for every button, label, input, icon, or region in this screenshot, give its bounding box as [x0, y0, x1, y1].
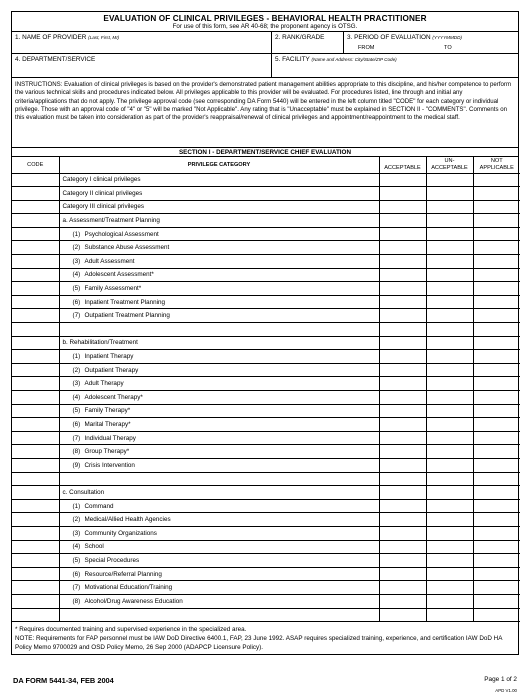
unacceptable-cell[interactable]	[426, 608, 473, 622]
facility-field[interactable]	[272, 54, 518, 77]
item-number: (4)	[72, 271, 81, 279]
privilege-label: b. Rehabilitation/Treatment	[62, 339, 138, 347]
privilege-category-cell	[59, 594, 379, 608]
privilege-category-cell	[59, 255, 379, 269]
table-row	[12, 173, 520, 187]
table-row	[12, 200, 520, 214]
not-applicable-cell[interactable]	[473, 363, 520, 377]
privilege-label: Group Therapy*	[84, 448, 130, 456]
unacceptable-cell[interactable]	[426, 350, 473, 364]
item-number: (4)	[72, 393, 81, 401]
unacceptable-cell[interactable]	[426, 581, 473, 595]
star-note: * Requires documented training and supervised experience in the specialized area.	[15, 626, 247, 634]
privilege-label: Category III clinical privileges	[62, 203, 145, 211]
acceptable-cell[interactable]	[379, 581, 426, 595]
to-label: TO	[444, 45, 452, 51]
privilege-category-cell	[59, 526, 379, 540]
unacceptable-cell[interactable]	[426, 404, 473, 418]
table-row	[12, 377, 520, 391]
item-number: (1)	[72, 353, 81, 361]
code-cell[interactable]	[12, 282, 59, 296]
acceptable-cell[interactable]	[379, 513, 426, 527]
privilege-label: Psychological Assessment	[84, 230, 159, 238]
evaluation-form	[11, 11, 519, 655]
privilege-category-cell	[59, 173, 379, 187]
code-cell[interactable]	[12, 540, 59, 554]
table-row	[12, 458, 520, 472]
acceptable-cell[interactable]	[379, 499, 426, 513]
table-row	[12, 404, 520, 418]
unacceptable-cell[interactable]	[426, 363, 473, 377]
acceptable-cell[interactable]	[379, 336, 426, 350]
code-cell[interactable]	[12, 377, 59, 391]
unacceptable-cell[interactable]	[426, 309, 473, 323]
table-row	[12, 350, 520, 364]
code-cell[interactable]	[12, 431, 59, 445]
acceptable-cell[interactable]	[379, 309, 426, 323]
table-row	[12, 513, 520, 527]
privilege-label: Inpatient Treatment Planning	[84, 298, 166, 306]
unacceptable-cell[interactable]	[426, 391, 473, 405]
table-row	[12, 594, 520, 608]
unacceptable-cell[interactable]	[426, 513, 473, 527]
privilege-label: c. Consultation	[62, 488, 105, 496]
unacceptable-header-line1: UN-	[444, 158, 455, 165]
table-row	[12, 445, 520, 459]
form-header	[12, 12, 518, 32]
privilege-category-cell	[59, 458, 379, 472]
not-applicable-cell[interactable]	[473, 268, 520, 282]
not-applicable-cell[interactable]	[473, 214, 520, 228]
item-number: (9)	[72, 461, 81, 469]
code-cell[interactable]	[12, 404, 59, 418]
not-applicable-cell[interactable]	[473, 431, 520, 445]
item-number: (6)	[72, 570, 81, 578]
privilege-label: Community Organizations	[84, 529, 157, 537]
privilege-category-cell	[59, 513, 379, 527]
unacceptable-cell[interactable]	[426, 594, 473, 608]
privilege-category-cell	[59, 268, 379, 282]
unacceptable-cell[interactable]	[426, 377, 473, 391]
code-cell[interactable]	[12, 200, 59, 214]
privilege-category-cell	[59, 540, 379, 554]
notes-section	[12, 622, 518, 654]
privilege-category-column-header: PRIVILEGE CATEGORY	[59, 157, 379, 173]
privilege-label: Substance Abuse Assessment	[84, 244, 170, 252]
unacceptable-cell[interactable]	[426, 227, 473, 241]
acceptable-cell[interactable]	[379, 173, 426, 187]
code-cell[interactable]	[12, 363, 59, 377]
not-applicable-cell[interactable]	[473, 554, 520, 568]
not-applicable-cell[interactable]	[473, 526, 520, 540]
form-number: DA FORM 5441-34, FEB 2004	[13, 676, 114, 685]
item-number: (6)	[72, 420, 81, 428]
code-cell[interactable]	[12, 391, 59, 405]
not-applicable-cell[interactable]	[473, 241, 520, 255]
privilege-label: Adolescent Assessment*	[84, 271, 154, 279]
privilege-category-cell	[59, 608, 379, 622]
code-cell[interactable]	[12, 445, 59, 459]
instructions-text: INSTRUCTIONS: Evaluation of clinical privileges is based on the provider's demonstrated patient management abilities appropriate to this discipline, and his/her competence to perform the various technical skills and procedures indicated below. All privileges applicable to this provider will be evaluated. For procedures listed, line through and initial any criteria/applications that do not apply. The privilege approval code (see corresponding DA Form 5440) will be entered in the left column titled "CODE" for each category or individual privilege. Those with an approval code of "4" or "5" will be marked "Not Applicable". Any rating that is "Unacceptable" must be explained in SECTION II - "COMMENTS". Comments on this evaluation must be taken into consideration as part of the provider's reappraisal/renewal of clinical privileges and appointment/reappointment to the medical staff.	[12, 78, 518, 148]
privilege-category-cell	[59, 227, 379, 241]
table-row	[12, 540, 520, 554]
acceptable-cell[interactable]	[379, 227, 426, 241]
unacceptable-cell[interactable]	[426, 323, 473, 337]
not-applicable-cell[interactable]	[473, 227, 520, 241]
acceptable-cell[interactable]	[379, 363, 426, 377]
acceptable-cell[interactable]	[379, 255, 426, 269]
not-applicable-cell[interactable]	[473, 309, 520, 323]
code-cell[interactable]	[12, 241, 59, 255]
code-cell[interactable]	[12, 581, 59, 595]
unacceptable-cell[interactable]	[426, 445, 473, 459]
privilege-label: Command	[84, 502, 114, 510]
code-cell[interactable]	[12, 526, 59, 540]
acceptable-cell[interactable]	[379, 187, 426, 201]
acceptable-cell[interactable]	[379, 350, 426, 364]
not-applicable-cell[interactable]	[473, 282, 520, 296]
table-row	[12, 608, 520, 622]
facility-hint: (Name and Address: City/State/ZIP Code)	[311, 57, 397, 62]
privilege-label: Special Procedures	[84, 556, 140, 564]
item-number: (5)	[72, 407, 81, 415]
privilege-category-cell	[59, 363, 379, 377]
privilege-label: Resource/Referral Planning	[84, 570, 162, 578]
privilege-category-cell	[59, 391, 379, 405]
not-applicable-cell[interactable]	[473, 581, 520, 595]
provider-name-field[interactable]	[12, 32, 272, 53]
code-cell[interactable]	[12, 295, 59, 309]
acceptable-cell[interactable]	[379, 214, 426, 228]
unacceptable-column-header	[426, 157, 473, 173]
unacceptable-cell[interactable]	[426, 282, 473, 296]
requirements-note: NOTE: Requirements for FAP personnel must be IAW DoD Directive 6400.1, FAP, 23 June 1992. ASAP requires specialized training, experience, and certification IAW DoD HA Policy Memo 9700029 and OSD Policy Memo, 26 Sep 2000 (ADAPCP Licensure Policy).	[15, 635, 503, 652]
not-applicable-cell[interactable]	[473, 445, 520, 459]
privilege-category-cell	[59, 581, 379, 595]
section-title: SECTION I - DEPARTMENT/SERVICE CHIEF EVALUATION	[12, 148, 518, 157]
department-label: 4. DEPARTMENT/SERVICE	[15, 56, 96, 63]
privilege-category-cell	[59, 323, 379, 337]
not-applicable-cell[interactable]	[473, 513, 520, 527]
acceptable-cell[interactable]	[379, 472, 426, 486]
privilege-category-cell	[59, 567, 379, 581]
privilege-category-cell	[59, 445, 379, 459]
not-applicable-cell[interactable]	[473, 336, 520, 350]
unacceptable-cell[interactable]	[426, 173, 473, 187]
code-cell[interactable]	[12, 458, 59, 472]
code-column-header: CODE	[12, 157, 59, 173]
privilege-category-cell	[59, 499, 379, 513]
code-cell[interactable]	[12, 608, 59, 622]
code-cell[interactable]	[12, 513, 59, 527]
privilege-category-cell	[59, 309, 379, 323]
acceptable-cell[interactable]	[379, 377, 426, 391]
privilege-category-cell	[59, 214, 379, 228]
code-cell[interactable]	[12, 567, 59, 581]
acceptable-cell[interactable]	[379, 540, 426, 554]
period-hint: (YYYYMMDD)	[432, 35, 462, 40]
privilege-label: a. Assessment/Treatment Planning	[62, 217, 160, 225]
rank-grade-label: 2. RANK/GRADE	[275, 34, 325, 41]
privilege-label: Adult Assessment	[84, 257, 135, 265]
not-applicable-cell[interactable]	[473, 377, 520, 391]
privilege-label: Inpatient Therapy	[84, 353, 134, 361]
acceptable-cell[interactable]	[379, 445, 426, 459]
not-applicable-cell[interactable]	[473, 608, 520, 622]
period-label: 3. PERIOD OF EVALUATION	[347, 34, 431, 41]
unacceptable-cell[interactable]	[426, 499, 473, 513]
table-row	[12, 309, 520, 323]
privilege-label: Marital Therapy*	[84, 420, 131, 428]
code-cell[interactable]	[12, 187, 59, 201]
unacceptable-cell[interactable]	[426, 458, 473, 472]
table-row	[12, 567, 520, 581]
table-row	[12, 255, 520, 269]
acceptable-cell[interactable]	[379, 241, 426, 255]
privilege-category-cell	[59, 187, 379, 201]
table-row	[12, 336, 520, 350]
not-applicable-cell[interactable]	[473, 499, 520, 513]
not-applicable-cell[interactable]	[473, 418, 520, 432]
not-applicable-cell[interactable]	[473, 458, 520, 472]
item-number: (6)	[72, 298, 81, 306]
facility-label: 5. FACILITY	[275, 56, 310, 63]
privilege-category-cell	[59, 350, 379, 364]
item-number: (2)	[72, 516, 81, 524]
provider-name-hint: (Last, First, MI)	[88, 35, 120, 40]
not-applicable-cell[interactable]	[473, 472, 520, 486]
privilege-label: School	[84, 543, 104, 551]
unacceptable-cell[interactable]	[426, 540, 473, 554]
acceptable-cell[interactable]	[379, 458, 426, 472]
item-number: (2)	[72, 366, 81, 374]
privilege-label: Outpatient Treatment Planning	[84, 312, 170, 320]
not-applicable-cell[interactable]	[473, 567, 520, 581]
acceptable-cell[interactable]	[379, 282, 426, 296]
privilege-label: Family Therapy*	[84, 407, 131, 415]
privilege-label: Outpatient Therapy	[84, 366, 139, 374]
unacceptable-cell[interactable]	[426, 431, 473, 445]
privilege-label: Alcohol/Drug Awareness Education	[84, 597, 183, 605]
privilege-label: Crisis Intervention	[84, 461, 135, 469]
rank-grade-field[interactable]	[272, 32, 344, 53]
code-cell[interactable]	[12, 486, 59, 500]
table-row	[12, 391, 520, 405]
privilege-category-cell	[59, 554, 379, 568]
table-header-row	[12, 157, 520, 173]
not-applicable-cell[interactable]	[473, 486, 520, 500]
provider-row	[12, 32, 518, 54]
code-cell[interactable]	[12, 594, 59, 608]
table-row	[12, 295, 520, 309]
privilege-label: Adult Therapy	[84, 380, 124, 388]
table-row	[12, 363, 520, 377]
acceptable-cell[interactable]	[379, 391, 426, 405]
privilege-label: Category I clinical privileges	[62, 176, 141, 184]
acceptable-cell[interactable]	[379, 200, 426, 214]
unacceptable-cell[interactable]	[426, 214, 473, 228]
acceptable-cell[interactable]	[379, 404, 426, 418]
item-number: (7)	[72, 312, 81, 320]
item-number: (4)	[72, 543, 81, 551]
acceptable-cell[interactable]	[379, 486, 426, 500]
not-applicable-cell[interactable]	[473, 173, 520, 187]
table-row	[12, 418, 520, 432]
acceptable-cell[interactable]	[379, 268, 426, 282]
not-applicable-cell[interactable]	[473, 187, 520, 201]
table-row	[12, 227, 520, 241]
item-number: (3)	[72, 529, 81, 537]
code-cell[interactable]	[12, 554, 59, 568]
not-applicable-cell[interactable]	[473, 255, 520, 269]
item-number: (7)	[72, 584, 81, 592]
item-number: (8)	[72, 448, 81, 456]
item-number: (3)	[72, 380, 81, 388]
not-applicable-cell[interactable]	[473, 391, 520, 405]
unacceptable-cell[interactable]	[426, 187, 473, 201]
unacceptable-cell[interactable]	[426, 554, 473, 568]
code-cell[interactable]	[12, 336, 59, 350]
acceptable-cell[interactable]	[379, 594, 426, 608]
privilege-label: Category II clinical privileges	[62, 189, 143, 197]
privilege-category-cell	[59, 241, 379, 255]
table-row	[12, 323, 520, 337]
provider-name-label: 1. NAME OF PROVIDER	[15, 34, 87, 41]
privilege-label: Motivational Education/Training	[84, 584, 173, 592]
code-cell[interactable]	[12, 214, 59, 228]
acceptable-cell[interactable]	[379, 554, 426, 568]
privilege-category-cell	[59, 486, 379, 500]
unacceptable-cell[interactable]	[426, 255, 473, 269]
item-number: (1)	[72, 230, 81, 238]
acceptable-cell[interactable]	[379, 323, 426, 337]
not-applicable-cell[interactable]	[473, 295, 520, 309]
table-row	[12, 268, 520, 282]
table-row	[12, 282, 520, 296]
unacceptable-cell[interactable]	[426, 268, 473, 282]
item-number: (3)	[72, 257, 81, 265]
table-row	[12, 472, 520, 486]
not-applicable-cell[interactable]	[473, 350, 520, 364]
privilege-category-cell	[59, 418, 379, 432]
unacceptable-cell[interactable]	[426, 241, 473, 255]
table-row	[12, 499, 520, 513]
privilege-category-cell	[59, 200, 379, 214]
not-applicable-column-header	[473, 157, 520, 173]
acceptable-cell[interactable]	[379, 418, 426, 432]
period-of-evaluation-field[interactable]	[344, 32, 518, 53]
code-cell[interactable]	[12, 323, 59, 337]
code-cell[interactable]	[12, 268, 59, 282]
code-cell[interactable]	[12, 499, 59, 513]
privilege-label: Family Assessment*	[84, 285, 142, 293]
code-cell[interactable]	[12, 309, 59, 323]
from-label: FROM	[358, 45, 375, 51]
unacceptable-cell[interactable]	[426, 336, 473, 350]
department-row	[12, 54, 518, 78]
table-row	[12, 431, 520, 445]
form-subtitle: For use of this form, see AR 40-68; the proponent agency is OTSG.	[172, 23, 358, 30]
form-title: EVALUATION OF CLINICAL PRIVILEGES - BEHAVIORAL HEALTH PRACTITIONER	[103, 14, 427, 23]
code-cell[interactable]	[12, 255, 59, 269]
privilege-category-cell	[59, 282, 379, 296]
item-number: (1)	[72, 502, 81, 510]
not-applicable-cell[interactable]	[473, 404, 520, 418]
item-number: (2)	[72, 244, 81, 252]
code-cell[interactable]	[12, 418, 59, 432]
table-row	[12, 187, 520, 201]
unacceptable-header-line2: ACCEPTABLE	[431, 164, 468, 171]
privilege-category-cell	[59, 336, 379, 350]
privilege-label: Medical/Allied Health Agencies	[84, 516, 171, 524]
privilege-category-cell	[59, 431, 379, 445]
department-field[interactable]	[12, 54, 272, 77]
code-cell[interactable]	[12, 350, 59, 364]
table-row	[12, 554, 520, 568]
privilege-label: Individual Therapy	[84, 434, 136, 442]
unacceptable-cell[interactable]	[426, 486, 473, 500]
version-label: APD V1.00	[495, 688, 517, 693]
unacceptable-cell[interactable]	[426, 295, 473, 309]
privilege-category-cell	[59, 295, 379, 309]
unacceptable-cell[interactable]	[426, 200, 473, 214]
acceptable-column-header: ACCEPTABLE	[379, 157, 426, 173]
not-applicable-header-line1: NOT	[490, 158, 503, 165]
not-applicable-header-line2: APPLICABLE	[479, 164, 514, 171]
acceptable-cell[interactable]	[379, 526, 426, 540]
item-number: (5)	[72, 285, 81, 293]
not-applicable-cell[interactable]	[473, 323, 520, 337]
not-applicable-cell[interactable]	[473, 594, 520, 608]
privilege-category-cell	[59, 377, 379, 391]
acceptable-cell[interactable]	[379, 608, 426, 622]
item-number: (5)	[72, 556, 81, 564]
acceptable-cell[interactable]	[379, 295, 426, 309]
acceptable-cell[interactable]	[379, 431, 426, 445]
table-row	[12, 486, 520, 500]
code-cell[interactable]	[12, 173, 59, 187]
unacceptable-cell[interactable]	[426, 418, 473, 432]
not-applicable-cell[interactable]	[473, 200, 520, 214]
code-cell[interactable]	[12, 227, 59, 241]
code-cell[interactable]	[12, 472, 59, 486]
table-row	[12, 241, 520, 255]
table-row	[12, 214, 520, 228]
item-number: (7)	[72, 434, 81, 442]
acceptable-cell[interactable]	[379, 567, 426, 581]
not-applicable-cell[interactable]	[473, 540, 520, 554]
privileges-table	[12, 157, 520, 622]
table-row	[12, 581, 520, 595]
unacceptable-cell[interactable]	[426, 472, 473, 486]
unacceptable-cell[interactable]	[426, 567, 473, 581]
item-number: (8)	[72, 597, 81, 605]
privilege-category-cell	[59, 404, 379, 418]
table-row	[12, 526, 520, 540]
page-number: Page 1 of 2	[484, 676, 517, 683]
unacceptable-cell[interactable]	[426, 526, 473, 540]
privilege-label: Adolescent Therapy*	[84, 393, 143, 401]
privilege-category-cell	[59, 472, 379, 486]
